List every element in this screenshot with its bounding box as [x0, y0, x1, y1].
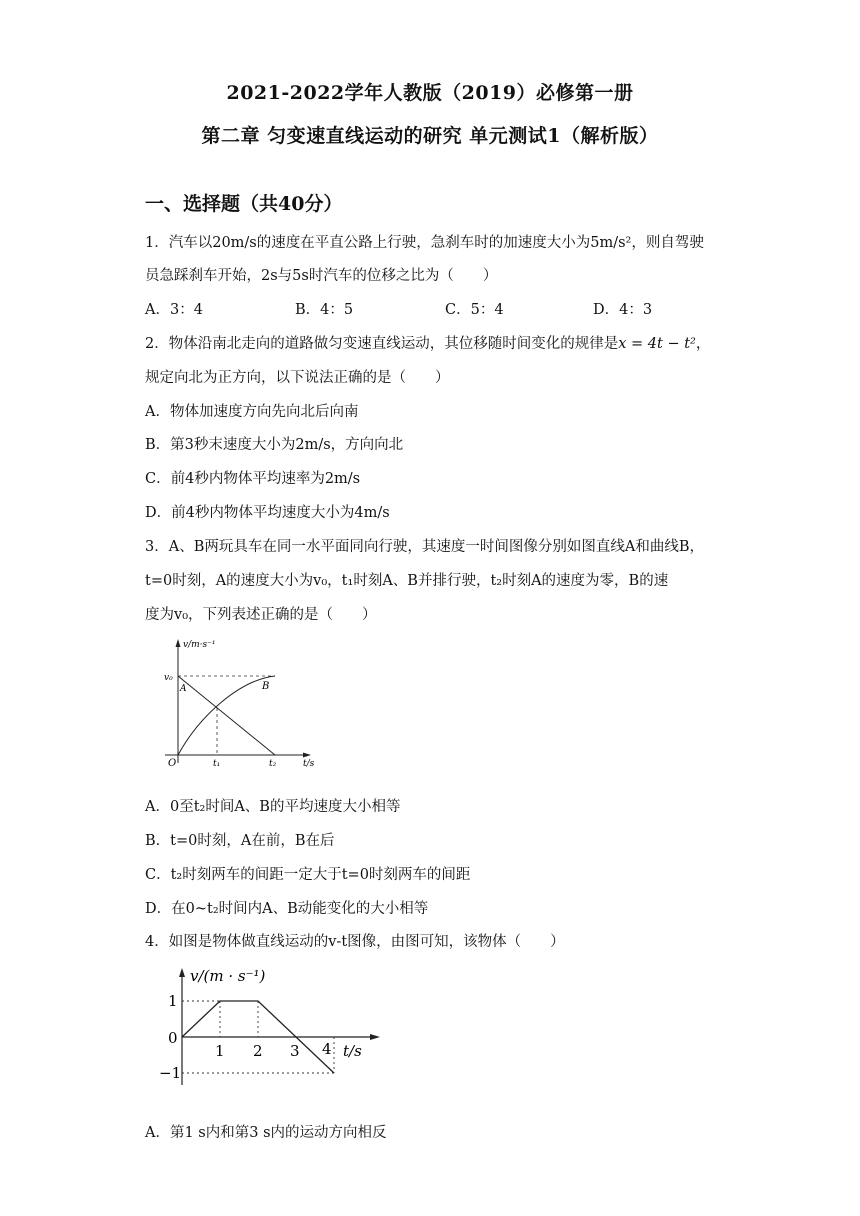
q3-option-a[interactable]: A．0至t₂时间A、B的平均速度大小相等: [145, 799, 401, 815]
q3-line-3: 度为v₀，下列表述正确的是（ ）: [145, 607, 377, 623]
q4-ytick-0: 0: [168, 1029, 178, 1047]
title-line-2: 第二章 匀变速直线运动的研究 单元测试1（解析版）: [201, 125, 659, 147]
q2-line-1-text: 2．物体沿南北走向的道路做匀变速直线运动，其位移随时间变化的规律是: [145, 336, 619, 352]
q3-t2-label: t₂: [269, 759, 277, 769]
q3-vt-figure: [155, 635, 330, 775]
section-heading: 一、选择题（共40分）: [145, 193, 343, 215]
q3-option-d[interactable]: D．在0~t₂时间内A、B动能变化的大小相等: [145, 901, 429, 917]
q3-line-a: [178, 676, 275, 755]
q3-ylabel: v/m·s⁻¹: [183, 640, 216, 650]
q3-t1-label: t₁: [213, 759, 221, 769]
q1-options: [145, 298, 705, 320]
q3-line-1: 3．A、B两玩具车在同一水平面同向行驶，其速度一时间图像分别如图直线A和曲线B，: [145, 539, 704, 555]
q2-formula: x = 4t − t²: [618, 336, 696, 352]
q4-xtick-4: 4: [322, 1040, 332, 1058]
q4-vt-figure: [150, 965, 390, 1090]
q3-option-b[interactable]: B．t=0时刻，A在前，B在后: [145, 833, 335, 849]
q2-option-c[interactable]: C．前4秒内物体平均速率为2m/s: [145, 471, 361, 487]
q4-line-1: 4．如图是物体做直线运动的v-t图像，由图可知，该物体（ ）: [145, 934, 565, 950]
q3-option-c[interactable]: C．t₂时刻两车的间距一定大于t=0时刻两车的间距: [145, 867, 471, 883]
q4-xlabel: t/s: [343, 1042, 362, 1060]
q1-line-2: 员急踩刹车开始，2s与5s时汽车的位移之比为（ ）: [145, 268, 498, 284]
q1-line-1: 1．汽车以20m/s的速度在平直公路上行驶，急刹车时的加速度大小为5m/s²，则自驾驶: [145, 235, 704, 251]
q3-curve-b-label: B: [262, 681, 270, 692]
title-line-1: 2021-2022学年人教版（2019）必修第一册: [226, 82, 634, 104]
q2-option-b[interactable]: B．第3秒末速度大小为2m/s，方向向北: [145, 437, 404, 453]
q1-option-a[interactable]: A．3：4: [145, 302, 203, 318]
q4-ytick-1: 1: [168, 992, 178, 1010]
q4-option-a[interactable]: A．第1 s内和第3 s内的运动方向相反: [145, 1125, 387, 1141]
q3-curve-a-label: A: [180, 684, 187, 694]
q3-origin-label: O: [168, 758, 177, 769]
q3-line-2: t=0时刻，A的速度大小为v₀，t₁时刻A、B并排行驶，t₂时刻A的速度为零，B的速: [145, 573, 669, 589]
q2-line-1-end: ，: [695, 336, 711, 352]
q1-option-b[interactable]: B．4：5: [295, 302, 354, 318]
q2-line-2: 规定向北为正方向，以下说法正确的是（ ）: [145, 370, 450, 386]
q3-xlabel: t/s: [303, 759, 315, 769]
q4-ytick-minus1: −1: [159, 1064, 182, 1082]
q2-option-a[interactable]: A．物体加速度方向先向北后向南: [145, 404, 359, 420]
q1-option-d[interactable]: D．4：3: [593, 302, 653, 318]
q4-x-axis-arrow: [370, 1034, 380, 1040]
q4-y-axis-arrow: [179, 968, 185, 977]
q2-option-d[interactable]: D．前4秒内物体平均速度大小为4m/s: [145, 505, 390, 521]
q2-line-1: [145, 332, 710, 353]
q3-x-axis-arrow: [303, 753, 311, 758]
q1-option-c[interactable]: C．5：4: [445, 302, 504, 318]
q4-xtick-2: 2: [253, 1042, 263, 1060]
q3-v0-label: v₀: [164, 673, 173, 683]
q4-ylabel: v/(m · s⁻¹): [190, 967, 266, 985]
q4-xtick-1: 1: [215, 1042, 225, 1060]
q4-xtick-3: 3: [290, 1042, 300, 1060]
q3-y-axis-arrow: [176, 639, 181, 647]
